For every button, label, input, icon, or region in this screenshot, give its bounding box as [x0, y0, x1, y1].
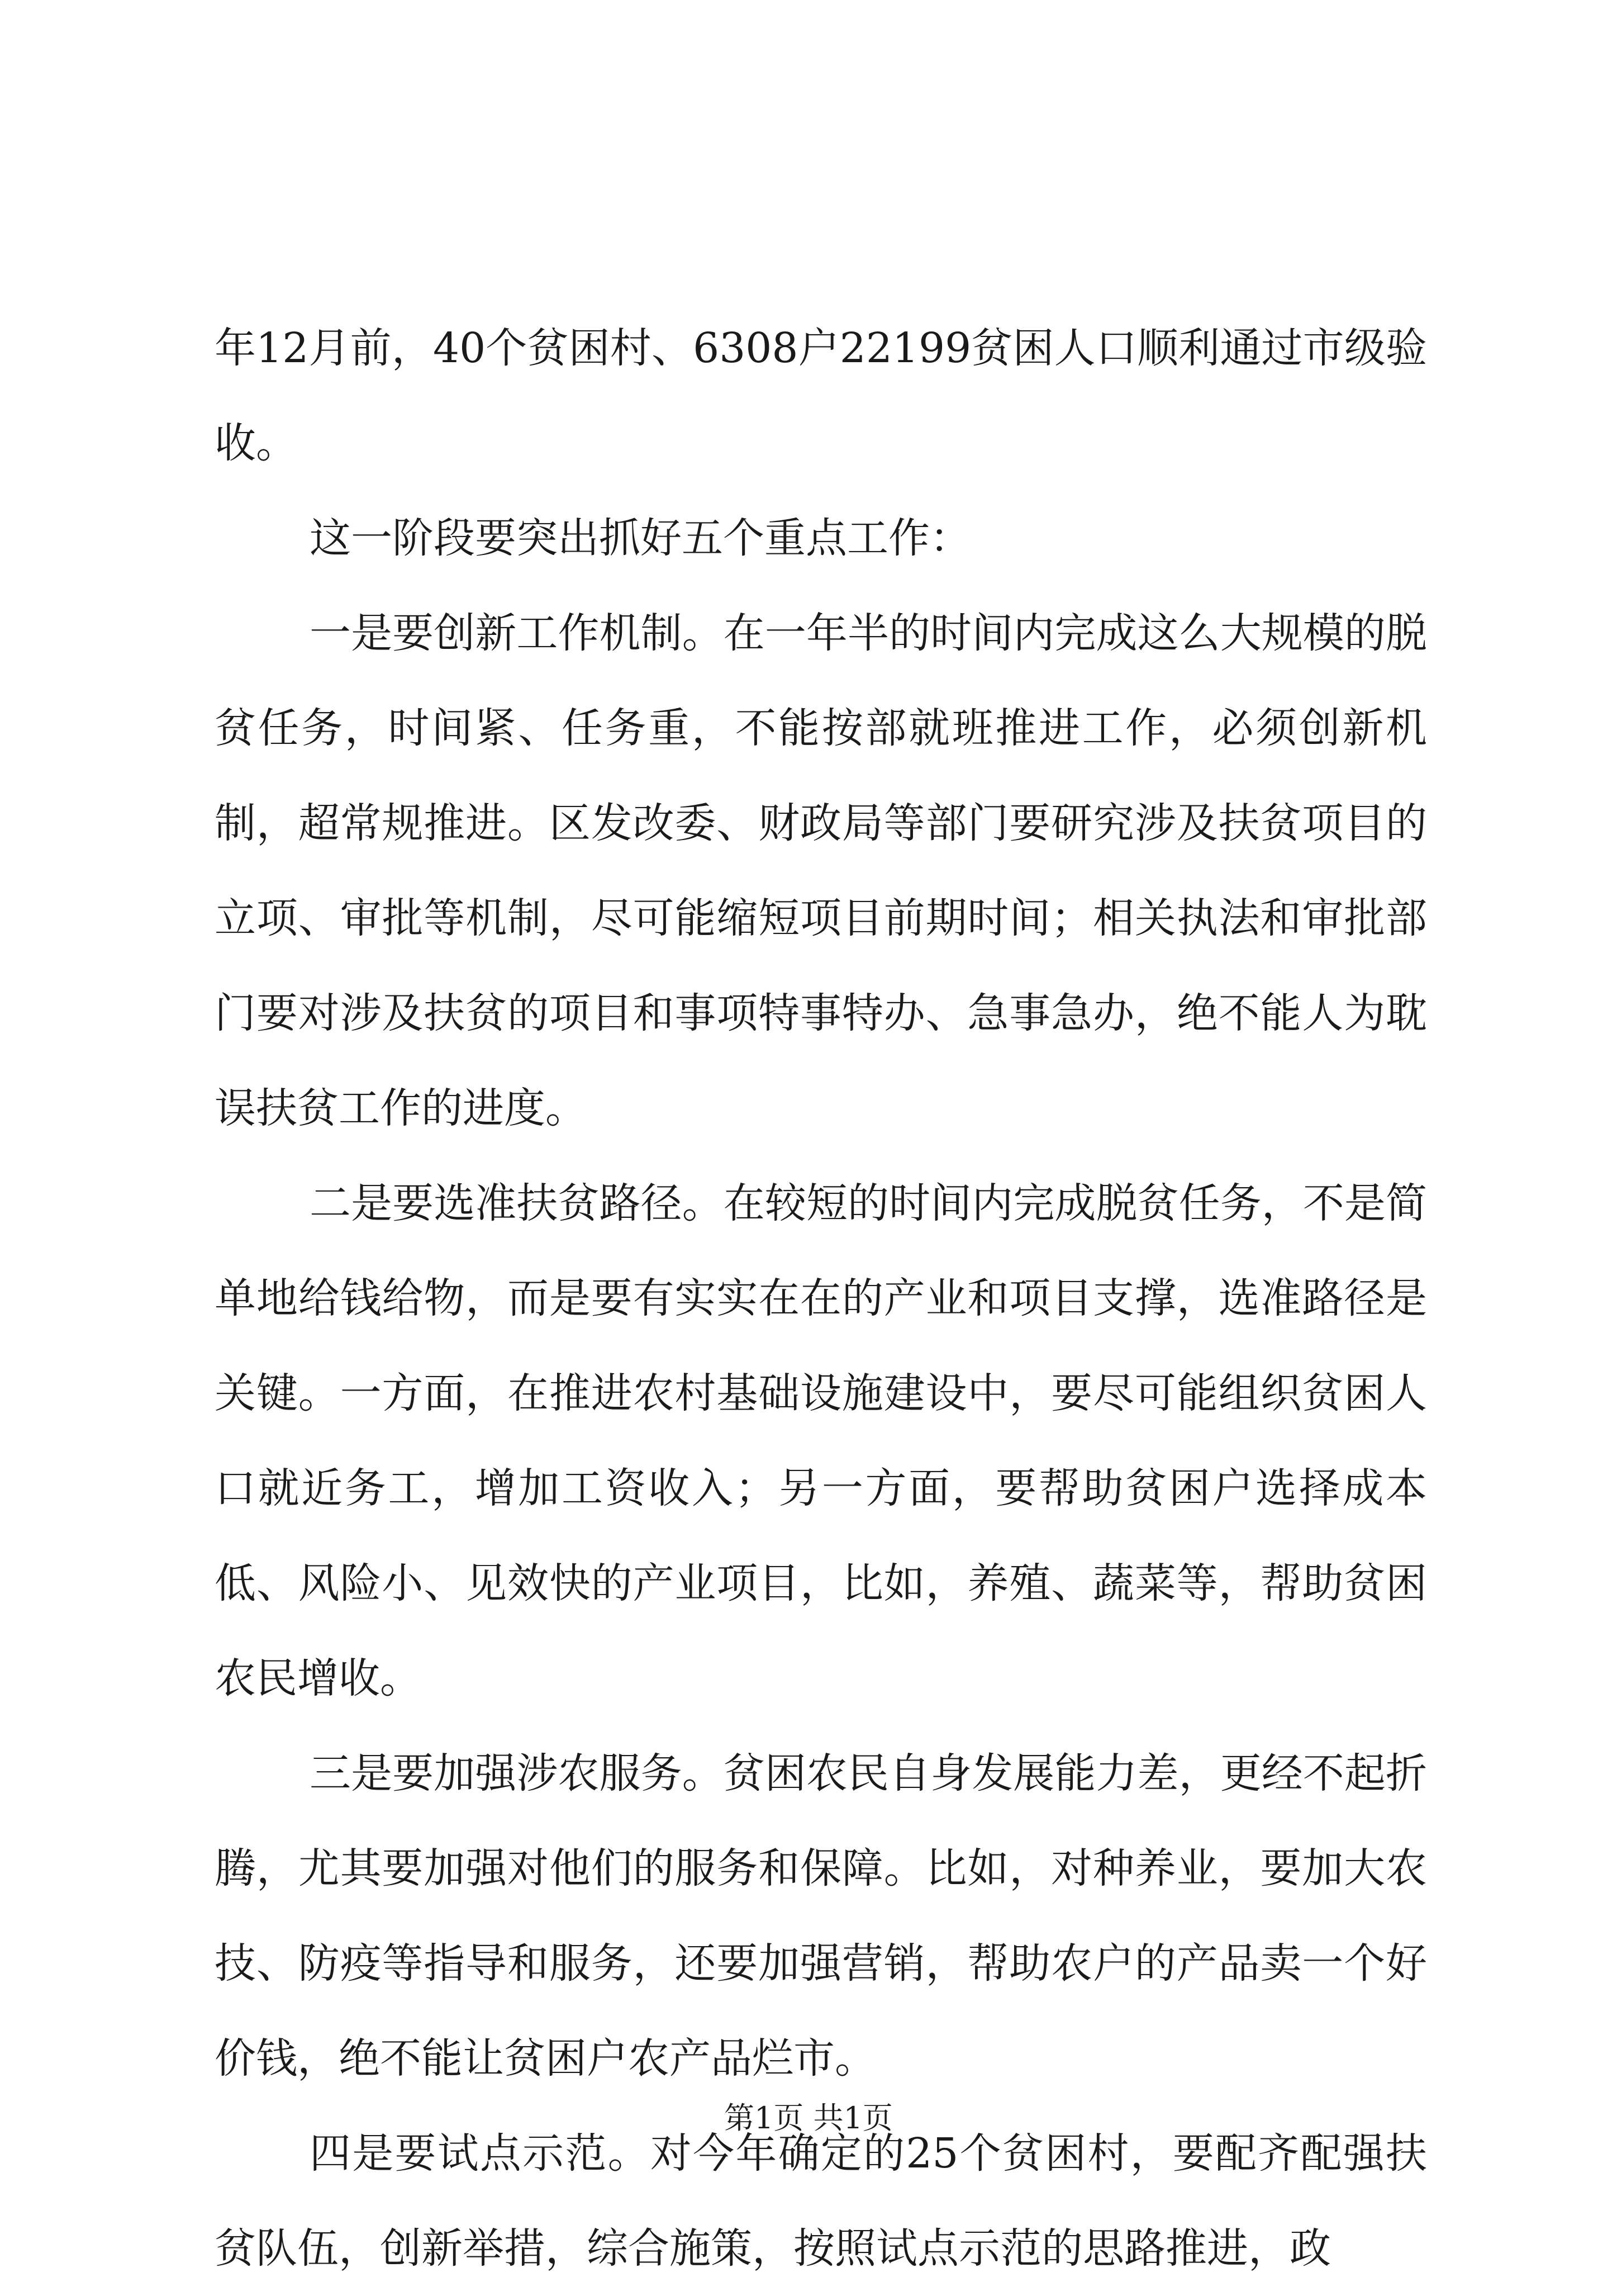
paragraph-point-4: 四是要试点示范。对今年确定的25个贫困村，要配齐配强扶贫队伍，创新举措，综合施策，按照试点示范的思路推进，政 — [215, 2129, 1427, 2273]
paragraph-point-3: 三是要加强涉农服务。贫困农民自身发展能力差，更经不起折腾，尤其要加强对他们的服务和保障。比如，对种养业，要加大农技、防疫等指导和服务，还要加强营销，帮助农户的产品卖一个好价钱，绝不能让贫困户农产品烂市。 — [215, 1749, 1427, 2082]
page-number-label: 第1页 共1页 — [724, 2100, 893, 2136]
paragraph-point-2: 二是要选准扶贫路径。在较短的时间内完成脱贫任务，不是简单地给钱给物，而是要有实实在在的产业和项目支撑，选准路径是关键。一方面，在推进农村基础设施建设中，要尽可能组织贫困人口就近务工，增加工资收入；另一方面，要帮助贫困户选择成本低、风险小、见效快的产业项目，比如，养殖、蔬菜等，帮助贫困农民增收。 — [215, 1179, 1427, 1702]
paragraph-intro: 这一阶段要突出抓好五个重点工作： — [310, 514, 971, 562]
document-body — [215, 301, 1427, 2296]
paragraph-continuation: 年12月前，40个贫困村、6308户22199贫困人口顺利通过市级验收。 — [215, 324, 1427, 467]
paragraph-point-1: 一是要创新工作机制。在一年半的时间内完成这么大规模的脱贫任务，时间紧、任务重，不能按部就班推进工作，必须创新机制，超常规推进。区发改委、财政局等部门要研究涉及扶贫项目的立项、审批等机制，尽可能缩短项目前期时间；相关执法和审批部门要对涉及扶贫的项目和事项特事特办、急事急办，绝不能人为耽误扶贫工作的进度。 — [215, 609, 1427, 1132]
page-footer — [0, 2099, 1617, 2138]
